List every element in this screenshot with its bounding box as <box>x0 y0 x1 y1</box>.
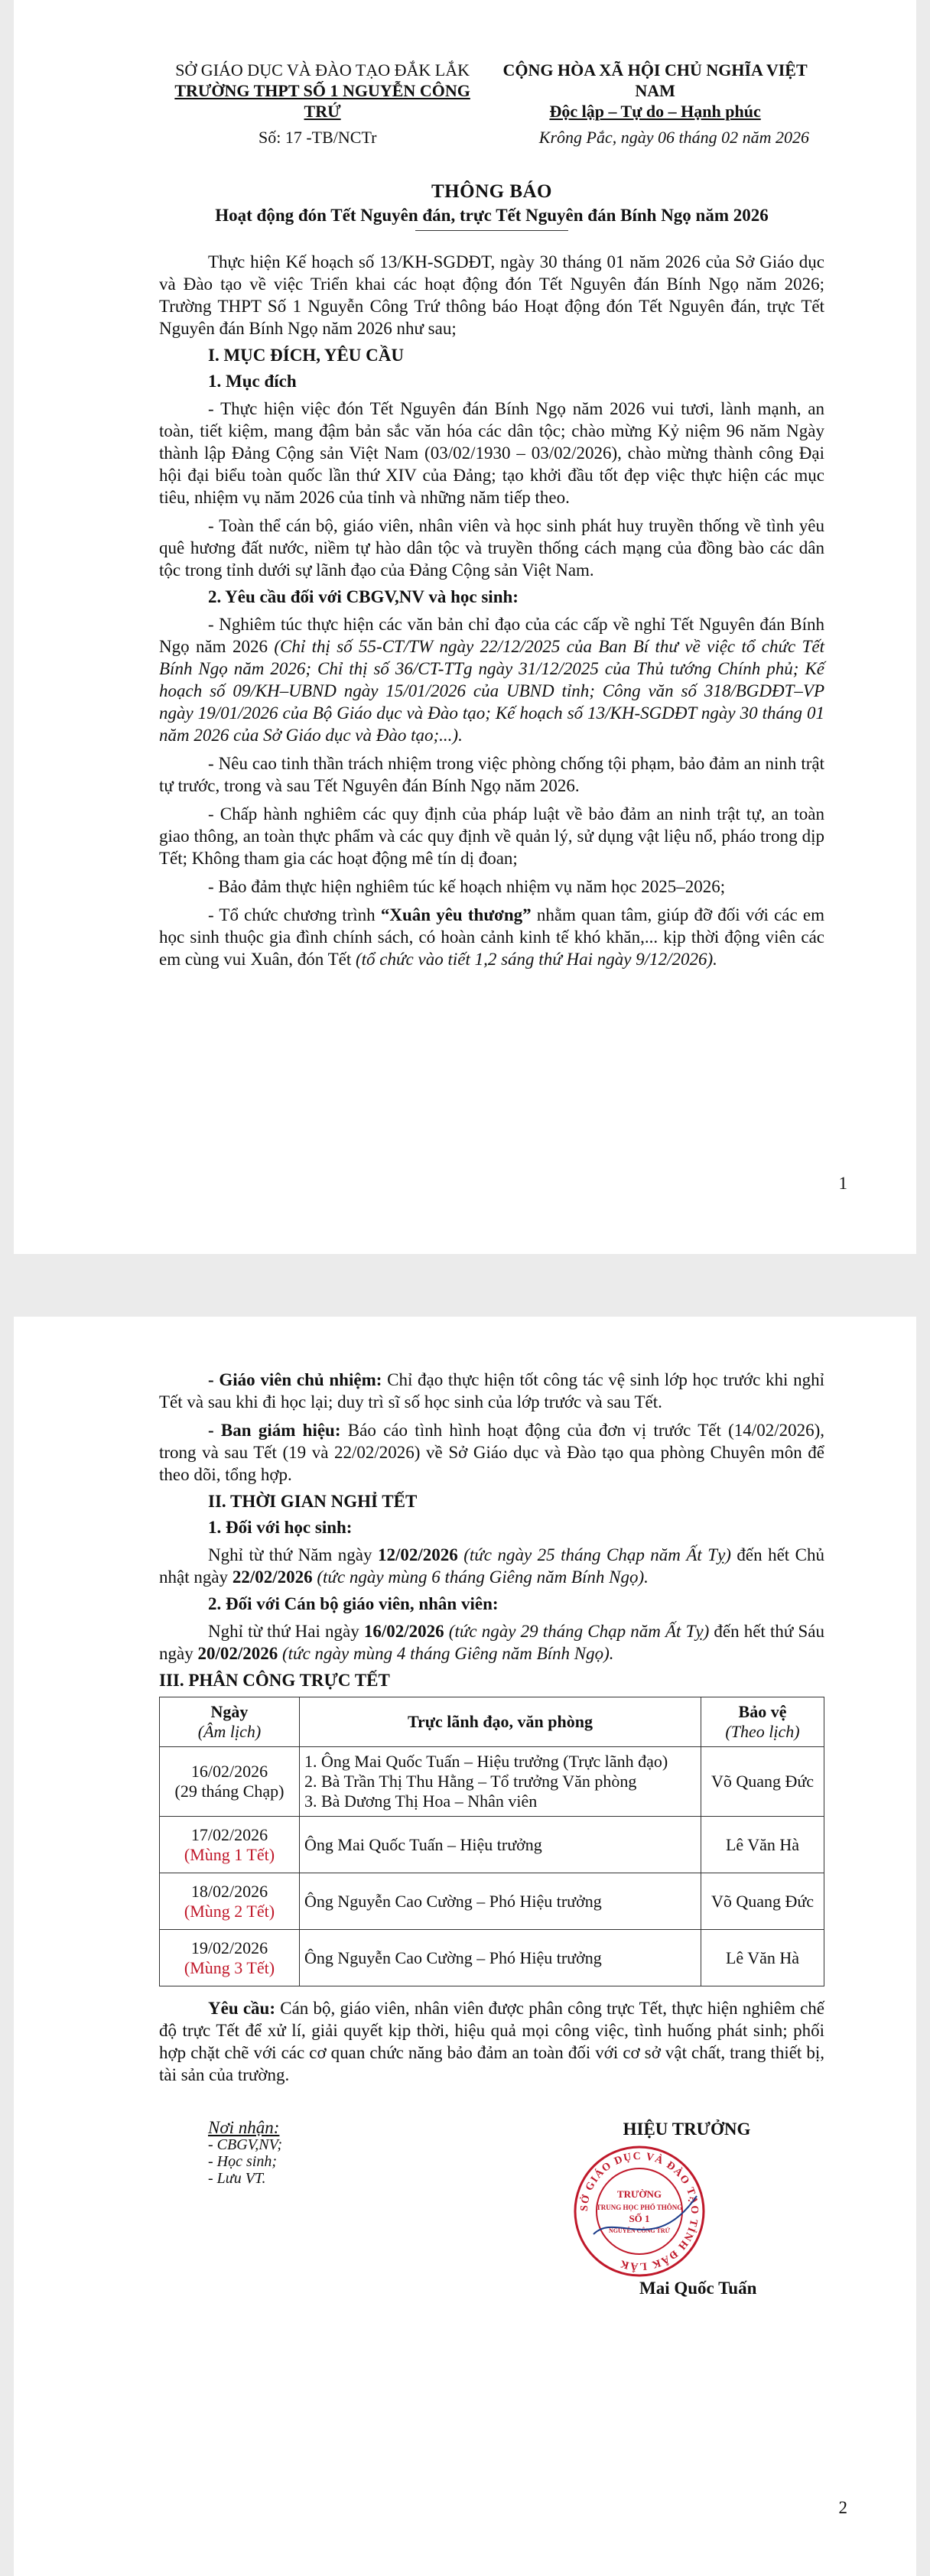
table-row <box>160 1747 824 1817</box>
requirement-paragraph-3: - Chấp hành nghiêm các quy định của pháp luật về bảo đảm an ninh trật tự, an toàn giao thông, an toàn thực phẩm và các quy định về quản lý, sử dụng vật liệu nổ, pháo trong dịp Tết; Không tham gia các hoạt động mê tín dị đoan; <box>159 804 824 868</box>
stamp-line-3: SỐ 1 <box>629 2213 650 2224</box>
row-lunar: (Mùng 2 Tết) <box>184 1901 275 1921</box>
purpose-paragraph-2: - Toàn thể cán bộ, giáo viên, nhân viên và học sinh phát huy truyền thống về tình yêu quê hương đất nước, niềm tự hào dân tộc và truyền thống cách mạng của đồng bào các dân tộc trong tỉnh dưới sự lãnh đạo của Đảng Cộng sản Việt Nam. <box>159 516 824 580</box>
section-2-heading: II. THỜI GIAN NGHỈ TẾT <box>208 1492 418 1511</box>
country-name: CỘNG HÒA XÃ HỘI CHỦ NGHĨA VIỆT NAM <box>502 60 808 100</box>
requirement-note <box>159 1997 824 2086</box>
board-duty-paragraph <box>159 1419 824 1486</box>
student-start-lunar: (tức ngày 25 tháng Chạp năm Ất Tỵ) <box>457 1545 731 1564</box>
document-subtitle: Hoạt động đón Tết Nguyên đán, trực Tết Nguyên đán Bính Ngọ năm 2026 <box>215 206 769 225</box>
stamp-line-2: TRUNG HỌC PHỔ THÔNG <box>596 2204 683 2211</box>
document-page-2 <box>14 1317 916 2576</box>
row-lunar: (Mùng 1 Tết) <box>184 1844 275 1864</box>
document-page-1 <box>14 0 916 1254</box>
recipient-item: - Học sinh; <box>208 2153 277 2170</box>
teacher-duty-paragraph <box>159 1369 824 1413</box>
row-guard: Võ Quang Đức <box>701 1873 824 1930</box>
issuer-block <box>159 60 486 122</box>
requirement-paragraph-1 <box>159 613 824 746</box>
student-start-date: 12/02/2026 <box>377 1545 458 1564</box>
duty-person-1: 1. Ông Mai Quốc Tuấn – Hiệu trưởng (Trực lãnh đạo) <box>304 1752 668 1771</box>
stamp-ring-text: SỞ GIÁO DỤC VÀ ĐÀO TẠO TỈNH ĐẮK LẮK <box>578 2150 701 2272</box>
recipients-block <box>208 2120 282 2349</box>
document-number: Số: 17 -TB/NCTr <box>259 128 377 147</box>
table-row <box>160 1930 824 1986</box>
row-date: 17/02/2026 <box>190 1824 268 1844</box>
student-holiday-paragraph <box>159 1544 824 1588</box>
req5-program-name: “Xuân yêu thương” <box>380 905 532 924</box>
section-1-heading: I. MỤC ĐÍCH, YÊU CẦU <box>208 346 404 365</box>
req1-references: (Chỉ thị số 55-CT/TW ngày 22/12/2025 của Ban Bí thư về việc tổ chức Tết Bính Ngọ năm 2026; Chỉ thị số 36/CT-TTg ngày 31/12/2025 của Thủ tướng Chính phủ; Kế hoạch số 09/KH–UBND ngày 15/01/2026 của UBND tỉnh; Công văn số 318/BGDĐT–VP ngày 19/01/2026 của Bộ Giáo dục và Đào tạo; Kế hoạch số 13/KH-SGDĐT ngày 30 tháng 01 năm 2026 của Sở Giáo dục và Đào tạo;...). <box>159 637 824 745</box>
staff-start-date: 16/02/2026 <box>363 1622 444 1641</box>
intro-paragraph: Thực hiện Kế hoạch số 13/KH-SGDĐT, ngày 30 tháng 01 năm 2026 của Sở Giáo dục và Đào tạo về việc Triển khai các hoạt động đón Tết Nguyên đán Bính Ngọ năm 2026; Trường THPT Số 1 Nguyễn Công Trứ thông báo Hoạt động đón Tết Nguyên đán, trực Tết Nguyên đán Bính Ngọ năm 2026 như sau; <box>159 252 824 338</box>
page-number-2: 2 <box>838 2498 847 2517</box>
col-date-header <box>160 1697 300 1747</box>
document-title: THÔNG BÁO <box>431 181 552 202</box>
staff-start-lunar: (tức ngày 29 tháng Chạp năm Ất Tỵ) <box>444 1622 710 1641</box>
col-guard-title: Bảo vệ <box>738 1702 787 1721</box>
recipients-label: Nơi nhận: <box>208 2118 280 2137</box>
signature-area <box>159 2120 824 2349</box>
duty-schedule-table <box>159 1697 824 1986</box>
title-underline <box>415 230 568 231</box>
section-3-heading: III. PHÂN CÔNG TRỰC TẾT <box>159 1671 390 1690</box>
requirement-label: Yêu cầu: <box>208 1999 275 2018</box>
signer-block <box>549 2120 824 2349</box>
table-row <box>160 1817 824 1873</box>
teacher-duty-label: - Giáo viên chủ nhiệm: <box>208 1370 382 1389</box>
requirement-paragraph-2: - Nêu cao tinh thần trách nhiệm trong việc phòng chống tội phạm, bảo đảm an ninh trật tự trước, trong và sau Tết Nguyên đán Bính Ngọ năm 2026. <box>159 754 824 795</box>
stamp-line-1: TRƯỜNG <box>616 2188 662 2200</box>
duty-person-3: 3. Bà Dương Thị Hoa – Nhân viên <box>304 1792 538 1811</box>
row-guard: Lê Văn Hà <box>701 1817 824 1873</box>
table-row <box>160 1873 824 1930</box>
req1-text: - Nghiêm túc thực hiện các văn bản chỉ đạo của các cấp về nghỉ Tết Nguyên đán Bính Ngọ năm 2026 <box>159 615 824 656</box>
requirement-text: Cán bộ, giáo viên, nhân viên được phân công trực Tết, thực hiện nghiêm chế độ trực Tết để xử lí, giải quyết kịp thời, hiệu quả mọi công việc, tình huống phát sinh; phối hợp chặt chẽ với các cơ quan chức năng bảo đảm an toàn đối với cơ sở vật chất, trang thiết bị, tài sản của trường. <box>159 1999 824 2084</box>
table-header-row <box>160 1697 824 1747</box>
recipients-list <box>208 2136 282 2187</box>
row-date-cell <box>160 1873 300 1930</box>
staff-text-a: Nghỉ từ thứ Hai ngày <box>208 1622 364 1641</box>
signer-role: HIỆU TRƯỞNG <box>623 2120 751 2139</box>
row-date-cell <box>160 1930 300 1986</box>
staff-holiday-paragraph <box>159 1620 824 1665</box>
document-header <box>159 60 824 122</box>
issuer-department: SỞ GIÁO DỤC VÀ ĐÀO TẠO ĐẮK LẮK <box>175 60 470 80</box>
row-duty-cell <box>300 1747 701 1817</box>
teacher-duty-text: Chỉ đạo thực hiện tốt công tác vệ sinh lớp học trước khi nghỉ Tết và sau khi đi học lại; duy trì sĩ số học sinh của lớp trước và sau Tết. <box>159 1370 824 1411</box>
student-end-date: 22/02/2026 <box>232 1567 313 1587</box>
section-1-1-heading: 1. Mục đích <box>208 372 297 391</box>
signer-name: Mai Quốc Tuấn <box>639 2279 757 2298</box>
col-guard-subtitle: (Theo lịch) <box>725 1722 800 1741</box>
col-date-subtitle: (Âm lịch) <box>197 1722 262 1741</box>
motto: Độc lập – Tự do – Hạnh phúc <box>549 102 761 121</box>
row-lunar: (Mùng 3 Tết) <box>184 1957 275 1977</box>
student-text-a: Nghỉ từ thứ Năm ngày <box>208 1545 378 1564</box>
requirement-paragraph-5 <box>159 904 824 970</box>
staff-end-date: 20/02/2026 <box>197 1644 278 1663</box>
recipient-item: - CBGV,NV; <box>208 2136 283 2153</box>
row-duty: Ông Nguyễn Cao Cường – Phó Hiệu trưởng <box>300 1873 701 1930</box>
row-duty: Ông Mai Quốc Tuấn – Hiệu trưởng <box>300 1817 701 1873</box>
place-date: Krông Pắc, ngày 06 tháng 02 năm 2026 <box>538 128 809 147</box>
section-2-1-heading: 1. Đối với học sinh: <box>208 1518 353 1537</box>
section-1-2-heading: 2. Yêu cầu đối với CBGV,NV và học sinh: <box>208 587 519 606</box>
req5-text-a: - Tổ chức chương trình <box>208 905 381 924</box>
row-guard: Võ Quang Đức <box>701 1747 824 1817</box>
stamp-line-4: NGUYỄN CÔNG TRỨ <box>608 2227 671 2234</box>
national-motto-block <box>486 60 824 122</box>
row-guard: Lê Văn Hà <box>701 1930 824 1986</box>
board-duty-text: Báo cáo tình hình hoạt động của đơn vị trước Tết (14/02/2026), trong và sau Tết (19 và 22/02/2026) về Sở Giáo dục và Đào tạo qua phòng Chuyên môn để theo dõi, tổng hợp. <box>159 1421 824 1484</box>
row-lunar: (29 tháng Chạp) <box>174 1782 285 1801</box>
col-date-title: Ngày <box>210 1702 249 1721</box>
duty-person-2: 2. Bà Trần Thị Thu Hằng – Tổ trưởng Văn phòng <box>304 1772 637 1791</box>
row-date: 18/02/2026 <box>190 1881 268 1901</box>
col-guard-header <box>701 1697 824 1747</box>
page-number-1: 1 <box>838 1174 847 1193</box>
issuer-school: TRƯỜNG THPT SỐ 1 NGUYỄN CÔNG TRỨ <box>174 81 470 121</box>
col-duty-header: Trực lãnh đạo, văn phòng <box>300 1697 701 1747</box>
staff-end-lunar: (tức ngày mùng 4 tháng Giêng năm Bính Ngọ). <box>278 1644 614 1663</box>
purpose-paragraph-1: - Thực hiện việc đón Tết Nguyên đán Bính Ngọ năm 2026 vui tươi, lành mạnh, an toàn, tiết kiệm, mang đậm bản sắc văn hóa các dân tộc; chào mừng Kỷ niệm 96 năm Ngày thành lập Đảng Cộng sản Việt Nam (03/02/1930 – 03/02/2026), chào mừng thành công Đại hội đại biểu toàn quốc lần thứ XIV của Đảng; tạo khởi đầu tốt đẹp việc thực hiện các mục tiêu, nhiệm vụ năm 2026 của tỉnh và những năm tiếp theo. <box>159 399 824 507</box>
staff-text-d: đến hết thứ Sáu ngày <box>159 1622 824 1663</box>
row-date-cell <box>160 1747 300 1817</box>
row-duty: Ông Nguyễn Cao Cường – Phó Hiệu trưởng <box>300 1930 701 1986</box>
row-date-cell <box>160 1817 300 1873</box>
student-text-d: đến hết Chủ nhật ngày <box>159 1545 824 1587</box>
recipient-item: - Lưu VT. <box>208 2170 266 2187</box>
official-stamp-icon <box>571 2142 708 2280</box>
req5-text-c: nhằm quan tâm, giúp đỡ đối với các em học sinh thuộc gia đình chính sách, có hoàn cảnh kinh tế khó khăn,... kịp thời động viên các em cùng vui Xuân, đón Tết <box>159 905 824 969</box>
number-date-line <box>159 128 824 148</box>
row-date: 16/02/2026 <box>190 1762 268 1781</box>
req5-schedule: (tổ chức vào tiết 1,2 sáng thứ Hai ngày 9/12/2026). <box>356 950 717 969</box>
row-date: 19/02/2026 <box>190 1938 268 1957</box>
board-duty-label: - Ban giám hiệu: <box>208 1421 341 1440</box>
requirement-paragraph-4: - Bảo đảm thực hiện nghiêm túc kế hoạch nhiệm vụ năm học 2025–2026; <box>208 877 726 896</box>
section-2-2-heading: 2. Đối với Cán bộ giáo viên, nhân viên: <box>208 1594 499 1613</box>
student-end-lunar: (tức ngày mùng 6 tháng Giêng năm Bính Ngọ). <box>312 1567 649 1587</box>
